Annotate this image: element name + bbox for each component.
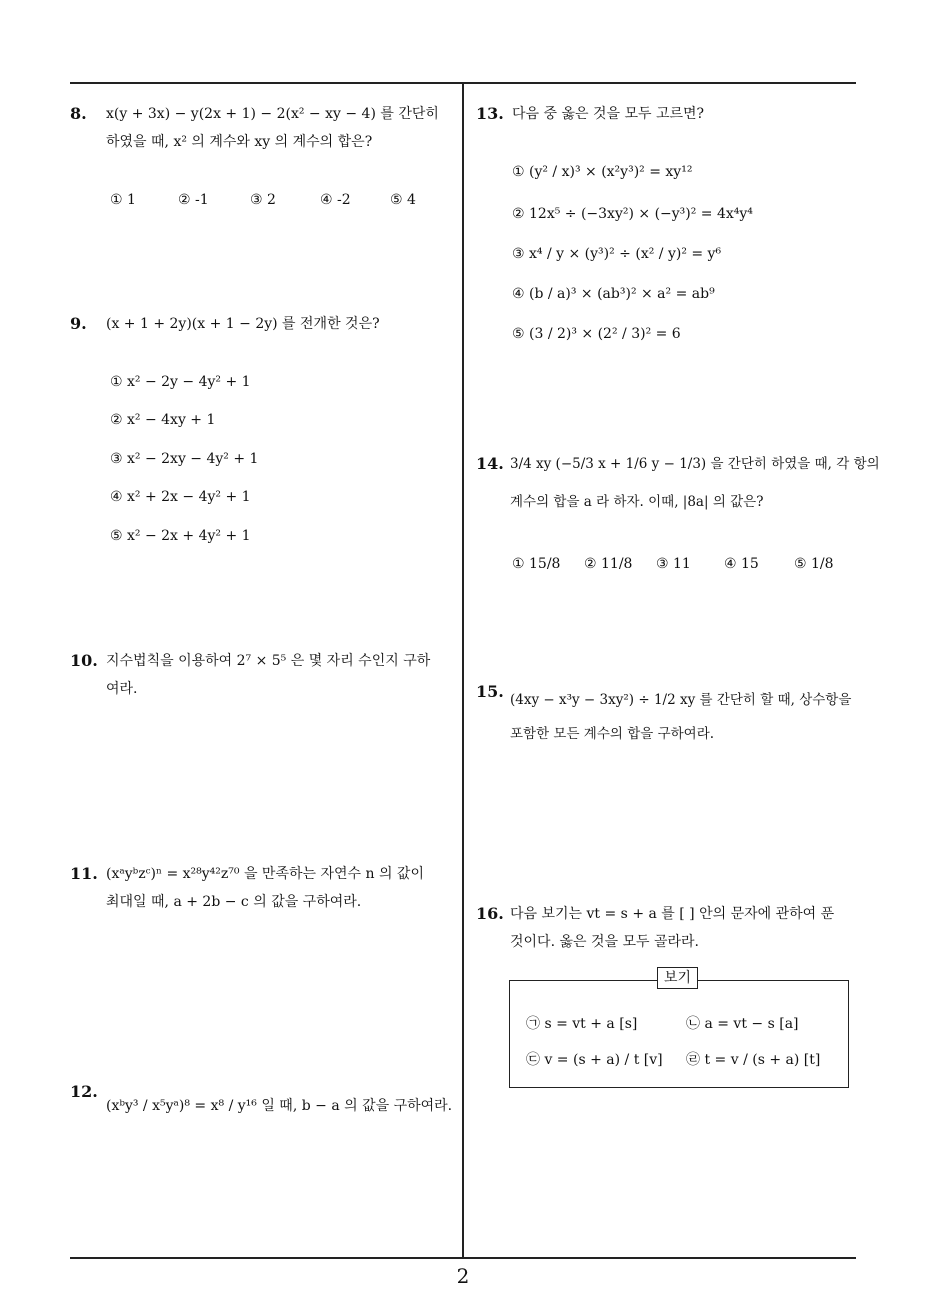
question-number: 9.: [70, 314, 87, 333]
choice-3[interactable]: ③ 2: [250, 192, 276, 208]
question-text-line: 3/4 xy (−5/3 x + 1/6 y − 1/3) 을 간단히 하였을 때, 각 항의: [510, 456, 880, 472]
choice-1[interactable]: ① x² − 2y − 4y² + 1: [110, 374, 251, 390]
question-text-line: 것이다. 옳은 것을 모두 골라라.: [510, 934, 699, 950]
question-15: [476, 678, 861, 748]
question-text: 다음 중 옳은 것을 모두 고르면?: [512, 106, 705, 122]
choice-3[interactable]: ③ x² − 2xy − 4y² + 1: [110, 451, 259, 467]
question-text: (xᵇy³ / x⁵yᵃ)⁸ = x⁸ / y¹⁶ 일 때, b − a 의 값을 구하여라.: [106, 1098, 453, 1114]
choice-3[interactable]: ③ 11: [656, 556, 691, 572]
question-number: 12.: [70, 1082, 98, 1101]
choice-4[interactable]: ④ (b / a)³ × (ab³)² × a² = ab⁹: [512, 286, 715, 302]
question-11: [70, 860, 455, 920]
question-text-line: 지수법칙을 이용하여 2⁷ × 5⁵ 은 몇 자리 수인지 구하: [106, 653, 431, 669]
choice-4[interactable]: ④ -2: [320, 192, 351, 208]
column-divider: [462, 82, 464, 1258]
question-text-line: 다음 보기는 vt = s + a 를 [ ] 안의 문자에 관하여 푼: [510, 906, 835, 922]
choice-2[interactable]: ② 12x⁵ ÷ (−3xy²) × (−y³)² = 4x⁴y⁴: [512, 206, 753, 222]
choice-1[interactable]: ① 1: [110, 192, 136, 208]
choice-2[interactable]: ② -1: [178, 192, 209, 208]
choice-1[interactable]: ① 15/8: [512, 556, 561, 572]
choice-4[interactable]: ④ 15: [724, 556, 759, 572]
question-9: [70, 310, 455, 550]
page-number: 2: [456, 1264, 470, 1288]
question-number: 8.: [70, 104, 87, 123]
example-item-3: ㉢ v = (s + a) / t [v]: [526, 1052, 663, 1068]
question-14: [476, 450, 880, 590]
question-text-line: (xᵃyᵇzᶜ)ⁿ = x²⁸y⁴²z⁷⁰ 을 만족하는 자연수 n 의 값이: [106, 866, 424, 882]
question-10: [70, 647, 455, 707]
question-text: (x + 1 + 2y)(x + 1 − 2y) 를 전개한 것은?: [106, 316, 380, 332]
bottom-rule: [70, 1257, 856, 1259]
question-number: 11.: [70, 864, 98, 883]
question-number: 10.: [70, 651, 98, 670]
question-13: [476, 100, 861, 350]
question-text-line: 여라.: [106, 681, 138, 697]
question-text-line: 포함한 모든 계수의 합을 구하여라.: [510, 726, 715, 742]
question-text-line: 하였을 때, x² 의 계수와 xy 의 계수의 합은?: [106, 134, 373, 150]
question-text-line: (4xy − x³y − 3xy²) ÷ 1/2 xy 를 간단히 할 때, 상수항을: [510, 692, 852, 708]
choice-4[interactable]: ④ x² + 2x − 4y² + 1: [110, 489, 251, 505]
choice-5[interactable]: ⑤ 1/8: [794, 556, 834, 572]
question-number: 14.: [476, 454, 504, 473]
example-item-1: ㉠ s = vt + a [s]: [526, 1016, 638, 1032]
choice-5[interactable]: ⑤ (3 / 2)³ × (2² / 3)² = 6: [512, 326, 681, 342]
choice-2[interactable]: ② 11/8: [584, 556, 633, 572]
question-text-line: 최대일 때, a + 2b − c 의 값을 구하여라.: [106, 894, 362, 910]
question-number: 16.: [476, 904, 504, 923]
question-number: 13.: [476, 104, 504, 123]
choice-5[interactable]: ⑤ x² − 2x + 4y² + 1: [110, 528, 251, 544]
question-12: [70, 1078, 455, 1128]
choice-5[interactable]: ⑤ 4: [390, 192, 416, 208]
example-box-label: 보기: [657, 967, 698, 989]
question-number: 15.: [476, 682, 504, 701]
example-item-2: ㉡ a = vt − s [a]: [686, 1016, 799, 1032]
question-text-line: 계수의 합을 a 라 하자. 이때, |8a| 의 값은?: [510, 494, 764, 510]
choice-2[interactable]: ② x² − 4xy + 1: [110, 412, 216, 428]
choice-3[interactable]: ③ x⁴ / y × (y³)² ÷ (x² / y)² = y⁶: [512, 246, 722, 262]
choice-1[interactable]: ① (y² / x)³ × (x²y³)² = xy¹²: [512, 164, 693, 180]
question-16: [476, 900, 861, 1100]
example-item-4: ㉣ t = v / (s + a) [t]: [686, 1052, 821, 1068]
question-8: [70, 100, 455, 220]
question-text-line: x(y + 3x) − y(2x + 1) − 2(x² − xy − 4) 를 간단히: [106, 106, 439, 122]
